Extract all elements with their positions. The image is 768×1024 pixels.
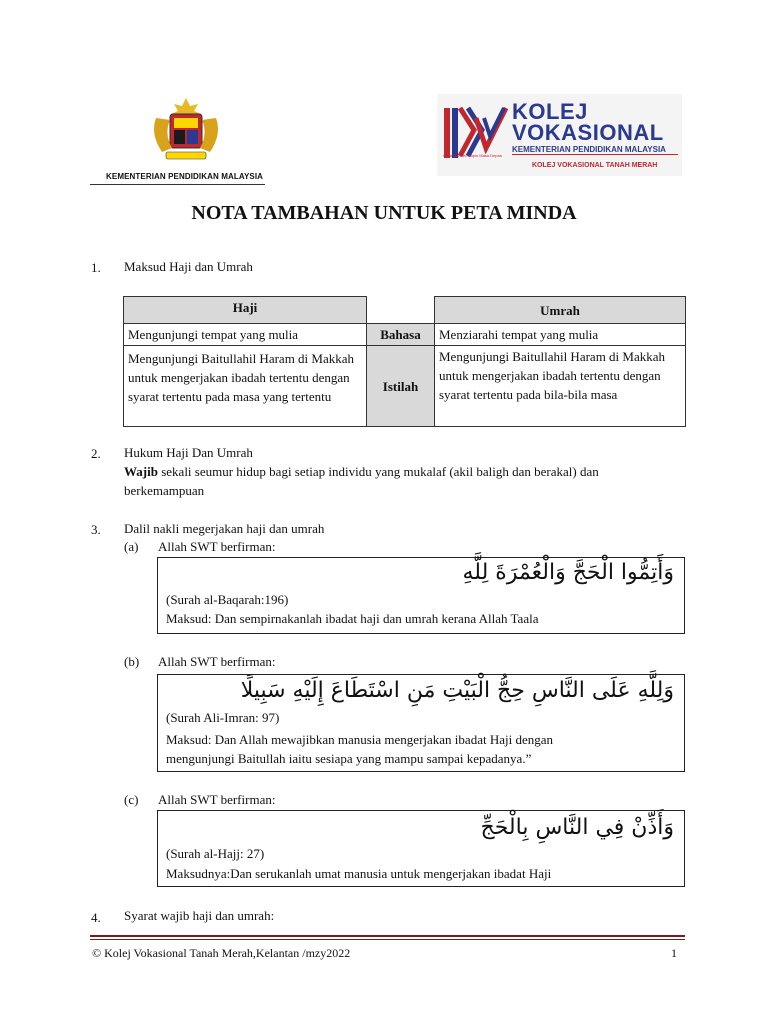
logo-line-vokasional: VOKASIONAL bbox=[512, 120, 664, 145]
table-row-label-bahasa: Bahasa bbox=[366, 323, 435, 346]
logo-line-kolej: KOLEJ bbox=[512, 99, 588, 124]
logo-line-ministry: KEMENTERIAN PENDIDIKAN MALAYSIA bbox=[512, 145, 666, 154]
verse-source: (Surah al-Hajj: 27) bbox=[166, 846, 265, 861]
section-heading: Syarat wajib haji dan umrah: bbox=[124, 908, 275, 923]
ministry-label: KEMENTERIAN PENDIDIKAN MALAYSIA bbox=[106, 172, 264, 181]
section-heading: Dalil nakli megerjakan haji dan umrah bbox=[124, 521, 325, 536]
verse-source: (Surah al-Baqarah:196) bbox=[166, 592, 289, 607]
quote-box-a bbox=[157, 557, 685, 634]
table-row-label-istilah: Istilah bbox=[366, 345, 435, 427]
item-marker: (a) bbox=[124, 539, 139, 554]
hukum-text bbox=[124, 462, 684, 482]
page-number: 1 bbox=[671, 946, 677, 960]
table-header-umrah: Umrah bbox=[434, 296, 686, 324]
item-intro: Allah SWT berfirman: bbox=[158, 654, 276, 669]
item-marker: (c) bbox=[124, 792, 139, 807]
footer-divider bbox=[90, 935, 685, 937]
section-number: 1. bbox=[91, 260, 101, 275]
hukum-bold-word: Wajib bbox=[124, 464, 158, 479]
quote-box-c bbox=[157, 810, 685, 887]
section-number: 2. bbox=[91, 446, 101, 461]
section-heading: Maksud Haji dan Umrah bbox=[124, 259, 253, 274]
page-title: NOTA TAMBAHAN UNTUK PETA MINDA bbox=[191, 202, 577, 224]
section-number: 3. bbox=[91, 522, 101, 537]
hukum-line1: sekali seumur hidup bagi setiap individu yang mukalaf (akil baligh dan berakal) dan bbox=[157, 464, 599, 479]
table-cell-haji-istilah: Mengunjungi Baitullahil Haram di Makkah untuk mengerjakan ibadah tertentu dengan syarat tertentu pada masa yang tertentu bbox=[123, 345, 367, 427]
logo-divider bbox=[512, 154, 678, 155]
arabic-verse: وَأَذِّنْ فِي النَّاسِ بِالْحَجِّ bbox=[480, 815, 674, 840]
verse-meaning: Maksud: Dan Allah mewajibkan manusia mengerjakan ibadat Haji dengan bbox=[166, 732, 553, 747]
verse-source: (Surah Ali-Imran: 97) bbox=[166, 710, 280, 725]
table-cell-haji-bahasa: Mengunjungi tempat yang mulia bbox=[123, 323, 367, 346]
item-intro: Allah SWT berfirman: bbox=[158, 539, 276, 554]
table-cell-umrah-bahasa: Menziarahi tempat yang mulia bbox=[434, 323, 686, 346]
item-intro: Allah SWT berfirman: bbox=[158, 792, 276, 807]
arabic-verse: وَلِلَّهِ عَلَى النَّاسِ حِجُّ الْبَيْتِ مَنِ اسْتَطَاعَ إِلَيْهِ سَبِيلًا bbox=[240, 678, 674, 703]
verse-meaning: Maksud: Dan sempirnakanlah ibadat haji dan umrah kerana Allah Taala bbox=[166, 611, 539, 626]
section-number: 4. bbox=[91, 910, 101, 925]
logo-line-college: KOLEJ VOKASIONAL TANAH MERAH bbox=[532, 162, 658, 169]
quote-box-b bbox=[157, 674, 685, 772]
coat-of-arms-icon bbox=[146, 94, 226, 166]
logo-tagline: Generasi Pemimpin Masa Depan bbox=[443, 153, 502, 158]
section-heading: Hukum Haji Dan Umrah bbox=[124, 445, 253, 460]
table-header-haji: Haji bbox=[123, 296, 367, 324]
footer-copyright: © Kolej Vokasional Tanah Merah,Kelantan /mzy2022 bbox=[92, 946, 351, 960]
item-marker: (b) bbox=[124, 654, 140, 669]
footer-divider-thin bbox=[90, 939, 685, 940]
header-divider bbox=[90, 184, 265, 185]
verse-meaning-line2: mengunjungi Baitullah iaitu sesiapa yang mampu sampai kepadanya.” bbox=[166, 751, 532, 766]
verse-meaning: Maksudnya:Dan serukanlah umat manusia untuk mengerjakan ibadat Haji bbox=[166, 866, 552, 881]
table-cell-umrah-istilah: Mengunjungi Baitullahil Haram di Makkah untuk mengerjakan ibadah tertentu dengan syarat tertentu pada bila-bila masa bbox=[434, 345, 686, 427]
arabic-verse: وَأَتِمُّوا الْحَجَّ وَالْعُمْرَةَ لِلَّهِ bbox=[462, 560, 674, 585]
hukum-line2: berkemampuan bbox=[124, 483, 205, 498]
